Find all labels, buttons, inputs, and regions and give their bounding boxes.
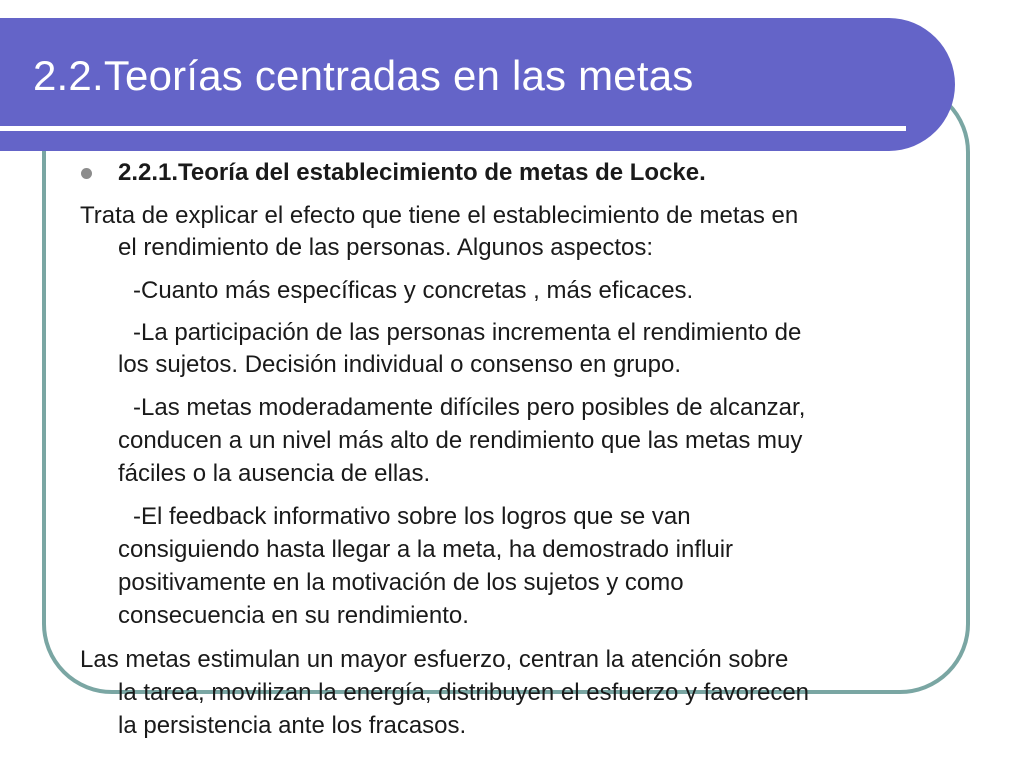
bullet-heading: 2.2.1.Teoría del establecimiento de metas de Locke. [118,159,706,186]
conclusion-line-2: la tarea, movilizan la energía, distribuyen el esfuerzo y favorecen [118,679,810,706]
aspect-3-line-3: fáciles o la ausencia de ellas. [118,460,431,487]
conclusion-line-3: la persistencia ante los fracasos. [118,712,467,739]
intro-line-2: el rendimiento de las personas. Algunos aspectos: [118,234,653,261]
aspect-1-line-1: -Cuanto más específicas y concretas , más eficaces. [133,277,694,304]
aspect-4-line-2: consiguiendo hasta llegar a la meta, ha demostrado influir [118,536,734,563]
aspect-2-line-1: -La participación de las personas incrementa el rendimiento de [133,319,802,346]
bullet-dot-icon [81,168,92,179]
aspect-4-line-4: consecuencia en su rendimiento. [118,602,469,629]
aspect-4-line-1: -El feedback informativo sobre los logros que se van [133,503,691,530]
aspect-3-line-2: conducen a un nivel más alto de rendimiento que las metas muy [118,427,803,454]
conclusion-line-1: Las metas estimulan un mayor esfuerzo, centran la atención sobre [80,646,789,673]
slide-title: 2.2.Teorías centradas en las metas [33,52,694,99]
aspect-4-line-3: positivamente en la motivación de los sujetos y como [118,569,684,596]
aspect-3-line-1: -Las metas moderadamente difíciles pero posibles de alcanzar, [133,394,806,421]
aspect-2-line-2: los sujetos. Decisión individual o consenso en grupo. [118,351,682,378]
intro-line-1: Trata de explicar el efecto que tiene el establecimiento de metas en [80,202,799,229]
